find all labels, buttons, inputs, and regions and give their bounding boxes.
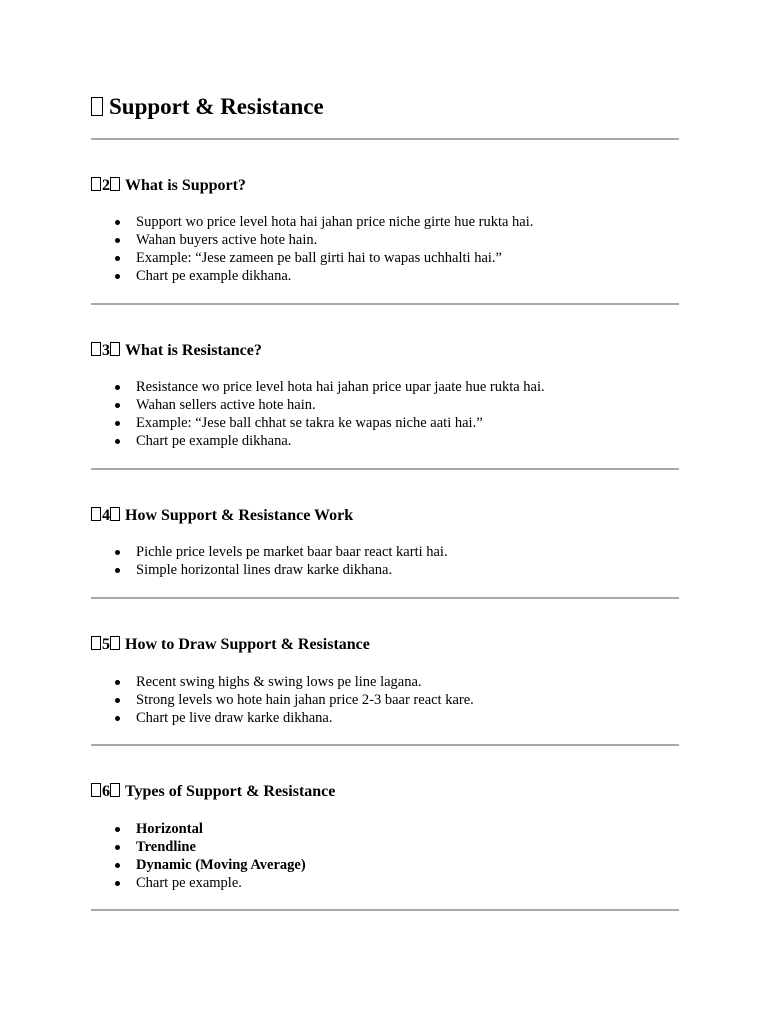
list-item: Chart pe example dikhana. [91,432,545,450]
list-item: Horizontal [91,820,306,838]
section-heading-how-it-works [91,505,353,527]
list-item: Resistance wo price level hota hai jahan price upar jaate hue rukta hai. [91,378,545,396]
section-number: 5 [102,636,110,653]
bullet-list-support [91,213,533,285]
list-item: Wahan buyers active hote hain. [91,231,533,249]
bullet-list-how-to-draw [91,673,474,727]
bullet-list-resistance [91,378,545,450]
section-heading-text: How Support & Resistance Work [125,507,354,524]
list-item: Chart pe example dikhana. [91,267,533,285]
missing-glyph-icon [91,177,101,191]
section-number: 3 [102,342,110,359]
list-item: Trendline [91,838,306,856]
section-heading-resistance [91,340,262,362]
section-number: 4 [102,507,110,524]
section-heading-types [91,781,335,803]
document-title [91,92,324,122]
section-number: 2 [102,177,110,194]
list-item: Example: “Jese ball chhat se takra ke wapas niche aati hai.” [91,414,545,432]
list-item: Strong levels wo hote hain jahan price 2-3 baar react kare. [91,691,474,709]
section-heading-text: Types of Support & Resistance [125,783,336,800]
list-item: Pichle price levels pe market baar baar react karti hai. [91,543,448,561]
missing-glyph-icon [110,507,120,521]
section-heading-text: What is Support? [125,177,246,194]
list-item: Support wo price level hota hai jahan price niche girte hue rukta hai. [91,213,533,231]
list-item: Chart pe example. [91,874,306,892]
divider [91,138,679,140]
section-heading-text: What is Resistance? [125,342,262,359]
missing-glyph-icon [110,783,120,797]
divider [91,303,679,305]
list-item: Example: “Jese zameen pe ball girti hai to wapas uchhalti hai.” [91,249,533,267]
list-item: Chart pe live draw karke dikhana. [91,709,474,727]
missing-glyph-icon [91,507,101,521]
bullet-list-types [91,820,306,892]
bullet-list-how-it-works [91,543,448,579]
missing-glyph-icon [110,177,120,191]
section-heading-how-to-draw [91,634,370,656]
missing-glyph-icon [91,342,101,356]
list-item: Recent swing highs & swing lows pe line lagana. [91,673,474,691]
list-item: Dynamic (Moving Average) [91,856,306,874]
section-heading-support [91,175,246,197]
section-number: 6 [102,783,110,800]
list-item: Simple horizontal lines draw karke dikhana. [91,561,448,579]
missing-glyph-icon [91,636,101,650]
divider [91,909,679,911]
missing-glyph-icon [91,97,103,116]
divider [91,597,679,599]
document-title-text: Support & Resistance [109,94,324,119]
missing-glyph-icon [110,636,120,650]
divider [91,468,679,470]
section-heading-text: How to Draw Support & Resistance [125,636,370,653]
missing-glyph-icon [91,783,101,797]
divider [91,744,679,746]
list-item: Wahan sellers active hote hain. [91,396,545,414]
missing-glyph-icon [110,342,120,356]
